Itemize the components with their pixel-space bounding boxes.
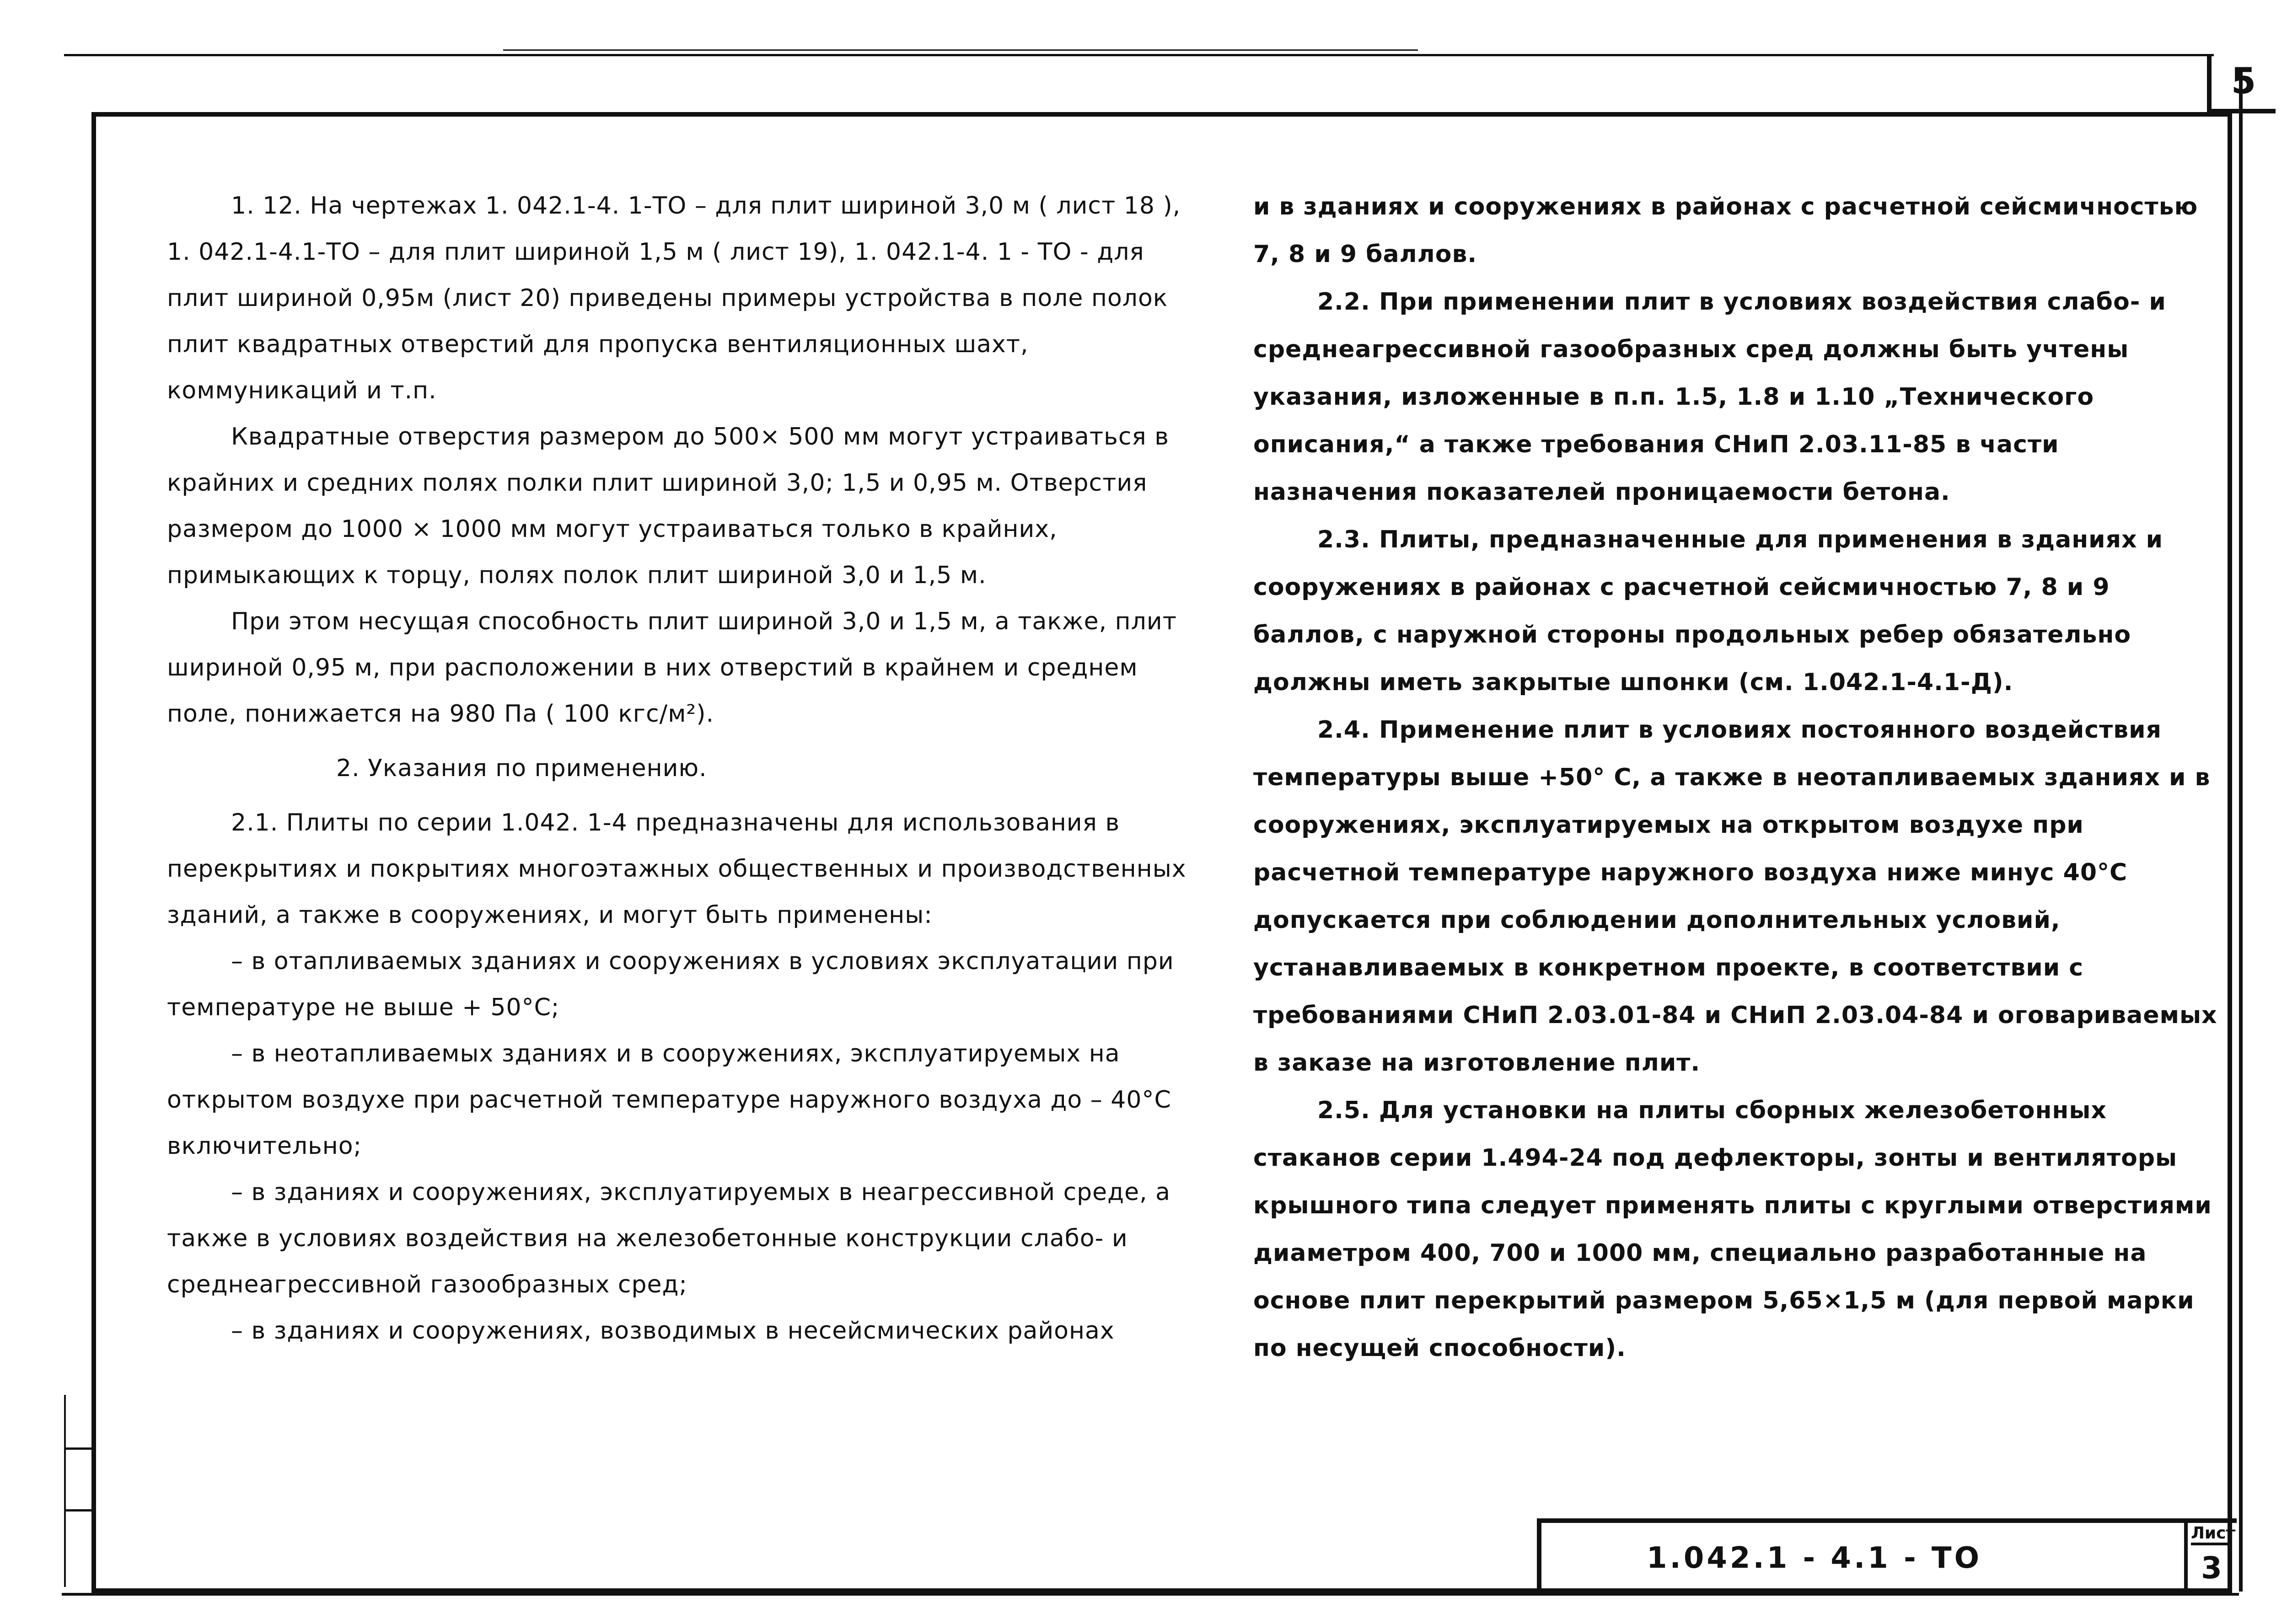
document-code: 1.042.1 - 4.1 - ТО <box>1647 1541 1982 1575</box>
frame-right-line <box>2239 69 2243 1592</box>
list-item: – в отапливаемых зданиях и сооружениях в условиях эксплуатации при температуре не выше + 50°С; <box>167 948 1174 1021</box>
top-border-line-thin <box>503 49 1418 51</box>
margin-tick <box>64 1509 91 1511</box>
section-heading: 2. Указания по применению. <box>336 755 707 782</box>
paragraph-2-3: 2.3. Плиты, предназначенные для применения в зданиях и сооружениях в районах с расчетной сейсмичностью 7, 8 и 9 баллов, с наружной стороны продольных ребер обязательно должны иметь закрытые шпонки (см. 1.042.1-4.1-Д). <box>1253 526 2164 696</box>
list-item: – в зданиях и сооружениях, эксплуатируемых в неагрессивной среде, а также в условиях воздействия на железобетонные конструкции слабо- и среднеагрессивной газообразных сред; <box>167 1179 1171 1298</box>
list-item: – в зданиях и сооружениях, возводимых в несейсмических районах <box>231 1317 1115 1345</box>
bottom-border-line <box>62 1593 2239 1596</box>
margin-line <box>64 1395 66 1587</box>
top-border-line <box>64 54 2214 56</box>
paragraph-2-4: 2.4. Применение плит в условиях постоянного воздействия температуры выше +50° С, а также в неотапливаемых зданиях и в сооружениях, эксплуатируемых на открытом воздухе при расчетной температуре наружного воздуха ниже минус 40°С допускается при соблюдении дополнительных условий, устанавливаемых в конкретном проекте, в соответствии с требованиями СНиП 2.03.01-84 и СНиП 2.03.04-84 и оговариваемых в заказе на изготовление плит. <box>1253 716 2217 1077</box>
paragraph-holes: Квадратные отверстия размером до 500× 500 мм могут устраиваться в крайних и средних полях полки плит шириной 3,0; 1,5 и 0,95 м. Отверстия размером до 1000 × 1000 мм могут устраиваться только в крайних, примыкающих к торцу, полях полок плит шириной 3,0 и 1,5 м. <box>167 423 1169 589</box>
margin-tick <box>64 1447 91 1450</box>
list-item: – в неотапливаемых зданиях и в сооружениях, эксплуатируемых на открытом воздухе при расчетной температуре наружного воздуха до – 40°С включительно; <box>167 1040 1171 1160</box>
paragraph-capacity: При этом несущая способность плит шириной 3,0 и 1,5 м, а также, плит шириной 0,95 м, при расположении в них отверстий в крайнем и среднем поле, понижается на 980 Па ( 100 кгс/м²). <box>167 608 1177 728</box>
paragraph-2-5: 2.5. Для установки на плиты сборных железобетонных стаканов серии 1.494-24 под дефлекторы, зонты и вентиляторы крышного типа следует применять плиты с круглыми отверстиями диаметром 400, 700 и 1000 мм, специально разработанные на основе плит перекрытий размером 5,65×1,5 м (для первой марки по несущей способности). <box>1253 1097 2212 1362</box>
left-column <box>167 183 1187 1354</box>
paragraph-1-12: 1. 12. На чертежах 1. 042.1-4. 1-ТО – для плит шириной 3,0 м ( лист 18 ), 1. 042.1-4.1-ТО – для плит шириной 1,5 м ( лист 19), 1. 042.1-4. 1 - ТО - для плит шириной 0,95м (лист 20) приведены примеры устройства в поле полок плит квадратных отверстий для пропуска вентиляционных шахт, коммуникаций и т.п. <box>167 192 1181 404</box>
right-column <box>1253 183 2223 1372</box>
paragraph-continuation: и в зданиях и сооружениях в районах с расчетной сейсмичностью 7, 8 и 9 баллов. <box>1253 193 2198 268</box>
paragraph-2-1: 2.1. Плиты по серии 1.042. 1-4 предназначены для использования в перекрытиях и покрытиях многоэтажных общественных и производственных зданий, а также в сооружениях, и могут быть применены: <box>167 809 1186 929</box>
page-number: 5 <box>2207 54 2276 113</box>
sheet-number: 3 <box>2201 1550 2222 1586</box>
paragraph-2-2: 2.2. При применении плит в условиях воздействия слабо- и среднеагрессивной газообразных сред должны быть учтены указания, изложенные в п.п. 1.5, 1.8 и 1.10 „Технического описания,“ а также требования СНиП 2.03.11-85 в части назначения показателей проницаемости бетона. <box>1253 288 2166 506</box>
sheet-label: Лист <box>2191 1524 2232 1545</box>
